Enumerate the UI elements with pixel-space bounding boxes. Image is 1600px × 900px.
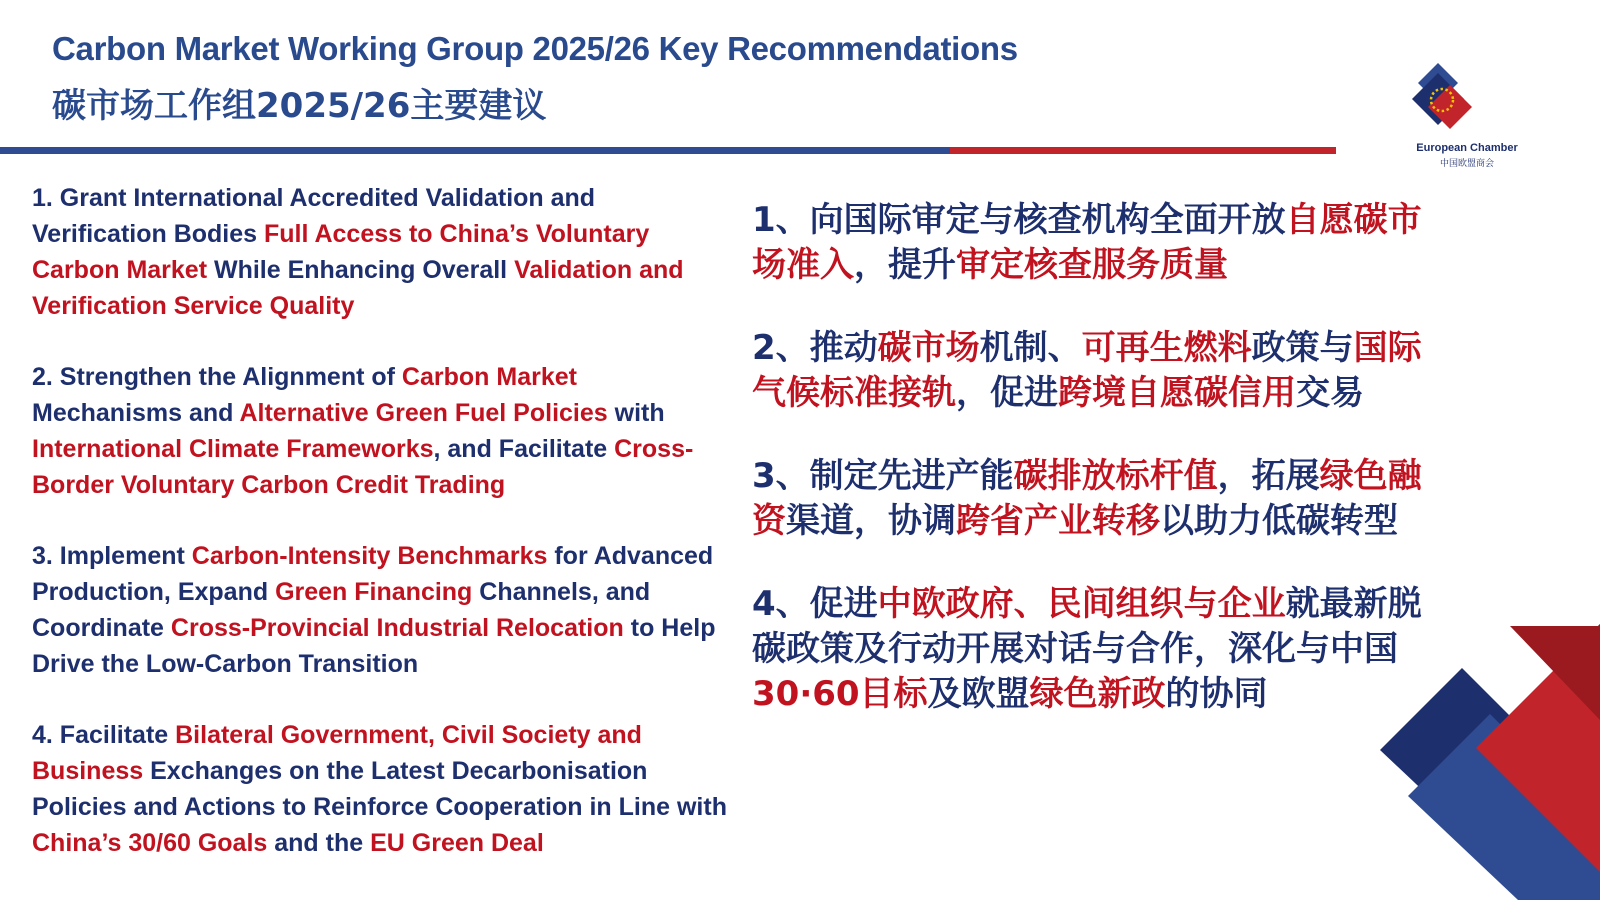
body-text: 3. Implement <box>32 542 192 570</box>
highlight-text: China’s 30/60 Goals <box>32 829 268 857</box>
body-text: 机制、 <box>979 328 1082 368</box>
highlight-text: 碳排放标杆值 <box>1013 456 1218 496</box>
header-rule-red <box>950 147 1336 154</box>
body-text: ，促进 <box>956 373 1058 413</box>
body-text: with <box>607 399 665 427</box>
body-text: 2. Strengthen the Alignment of <box>32 363 402 391</box>
body-text: 2、推动 <box>752 328 878 368</box>
highlight-text: Carbon-Intensity Benchmarks <box>191 542 548 570</box>
body-text: for Advanced Production, Expand <box>32 542 714 606</box>
recommendation-item <box>32 180 732 324</box>
header-rule-blue <box>0 147 950 154</box>
recommendation-item <box>32 359 732 503</box>
body-text: 的协同 <box>1165 674 1268 714</box>
body-text: While Enhancing Overall <box>207 256 515 284</box>
body-text: ，提升 <box>854 245 956 285</box>
highlight-text: 碳市场 <box>877 328 980 368</box>
body-text: and the <box>267 829 371 857</box>
highlight-text: 绿色新政 <box>1029 674 1166 714</box>
highlight-text: Alternative Green Fuel Policies <box>239 399 608 427</box>
body-text: 4. Facilitate <box>32 721 176 749</box>
title-zh: 碳市场工作组2025/26主要建议 <box>52 86 547 126</box>
corner-decoration <box>1380 620 1600 900</box>
recommendation-item <box>32 717 732 861</box>
logo-label-zh: 中国欧盟商会 <box>1439 159 1494 169</box>
highlight-text: 30·60目标 <box>752 674 928 714</box>
recommendation-item <box>752 326 1432 416</box>
highlight-text: 跨省产业转移 <box>956 501 1160 541</box>
highlight-text: Full Access to China’s Voluntary Carbon Market <box>32 220 650 284</box>
body-text: Mechanisms and <box>32 399 240 427</box>
highlight-text: Carbon Market <box>401 363 577 391</box>
highlight-text: International Climate Frameworks <box>32 435 434 463</box>
body-text: 1. Grant International Accredited Validation and Verification Bodies <box>32 184 596 248</box>
body-text: Exchanges on the Latest Decarbonisation Policies and Actions to Reinforce Cooperation in Line with <box>32 757 727 821</box>
body-text: Channels, and Coordinate <box>32 578 651 642</box>
recommendation-item <box>752 198 1432 288</box>
highlight-text: Cross-Provincial Industrial Relocation <box>170 614 624 642</box>
highlight-text: 跨境自愿碳信用 <box>1058 373 1296 413</box>
recommendation-item <box>752 582 1432 717</box>
body-text: ，拓展 <box>1217 456 1320 496</box>
highlight-text: 绿色融资 <box>752 456 1422 541</box>
body-text: 以助力低碳转型 <box>1160 501 1398 541</box>
body-text: 交易 <box>1296 373 1364 413</box>
highlight-text: 中欧政府、民间组织与企业 <box>877 584 1286 624</box>
body-text: 1、向国际审定与核查机构全面开放 <box>752 200 1286 240</box>
highlight-text: Cross-Border Voluntary Carbon Credit Trading <box>32 435 694 499</box>
recommendations-en <box>32 180 732 896</box>
highlight-text: 审定核查服务质量 <box>956 245 1228 285</box>
highlight-text: 国际气候标准接轨 <box>752 328 1422 413</box>
recommendations-zh <box>752 198 1432 755</box>
recommendation-item <box>752 454 1432 544</box>
body-text: 3、制定先进产能 <box>752 456 1014 496</box>
body-text: to Help Drive the Low-Carbon Transition <box>32 614 716 678</box>
highlight-text: Validation and Verification Service Quality <box>32 256 684 320</box>
highlight-text: Green Financing <box>275 578 473 606</box>
body-text: , and Facilitate <box>433 435 615 463</box>
highlight-text: EU Green Deal <box>370 829 544 857</box>
title-en: Carbon Market Working Group 2025/26 Key Recommendations <box>52 30 1018 67</box>
body-text: 及欧盟 <box>927 674 1030 714</box>
body-text: 4、促进 <box>752 584 878 624</box>
recommendation-item <box>32 538 732 682</box>
logo-label: European Chamber <box>1416 142 1518 154</box>
body-text: 渠道，协调 <box>786 501 956 541</box>
body-text: 就最新脱碳政策及行动开展对话与合作，深化与中国 <box>752 584 1422 669</box>
body-text: 政策与 <box>1251 328 1354 368</box>
highlight-text: 可再生燃料 <box>1081 328 1252 368</box>
highlight-text: Bilateral Government, Civil Society and Business <box>32 721 642 785</box>
highlight-text: 自愿碳市场准入 <box>752 200 1422 285</box>
